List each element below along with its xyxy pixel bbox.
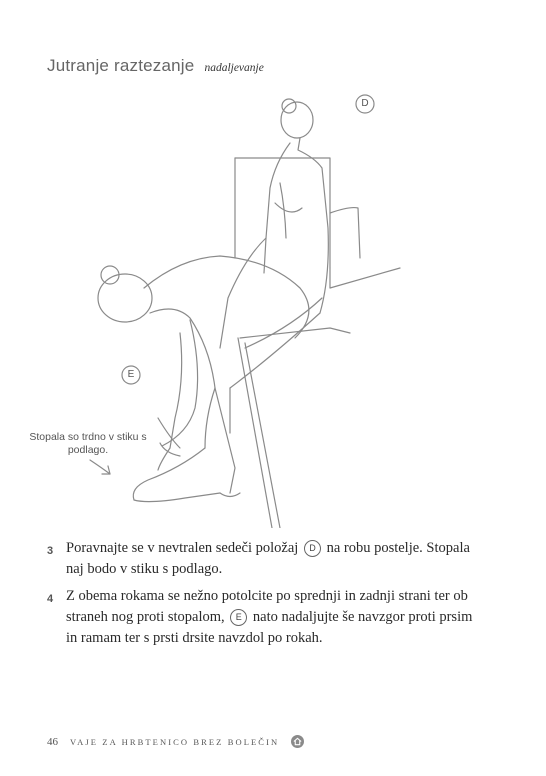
step-text: Poravnajte se v nevtralen sedeči položaj D na robu postelje. Stopala naj bodo v stiku s podlago. bbox=[66, 540, 470, 577]
step-text: Z obema rokama se nežno potolcite po sprednji in zadnji strani ter ob straneh nog proti stopalom, E nato nadaljujte še navzgor proti prsim in ramam ter s prsti drsite navzdol po rokah. bbox=[66, 588, 473, 646]
illustration-caption: Stopala so trdno v stiku s podlago. bbox=[29, 431, 147, 456]
home-icon[interactable] bbox=[291, 735, 304, 748]
page-number: 46 bbox=[47, 735, 58, 748]
step-4 bbox=[47, 586, 487, 649]
marker-e-label: E bbox=[127, 369, 135, 380]
page-header bbox=[47, 56, 264, 76]
page-footer bbox=[47, 735, 304, 748]
page-subtitle: nadaljevanje bbox=[204, 62, 264, 74]
step-number: 4 bbox=[47, 593, 54, 605]
page-title: Jutranje raztezanje bbox=[47, 56, 195, 75]
book-title: VAJE ZA HRBTENICO BREZ BOLEČIN bbox=[70, 736, 280, 747]
step-3 bbox=[47, 538, 487, 580]
position-marker-d: D bbox=[304, 540, 321, 557]
position-marker-e: E bbox=[230, 609, 247, 626]
step-number: 3 bbox=[47, 545, 54, 557]
marker-d-label: D bbox=[361, 98, 369, 109]
stretch-illustration bbox=[30, 88, 410, 528]
